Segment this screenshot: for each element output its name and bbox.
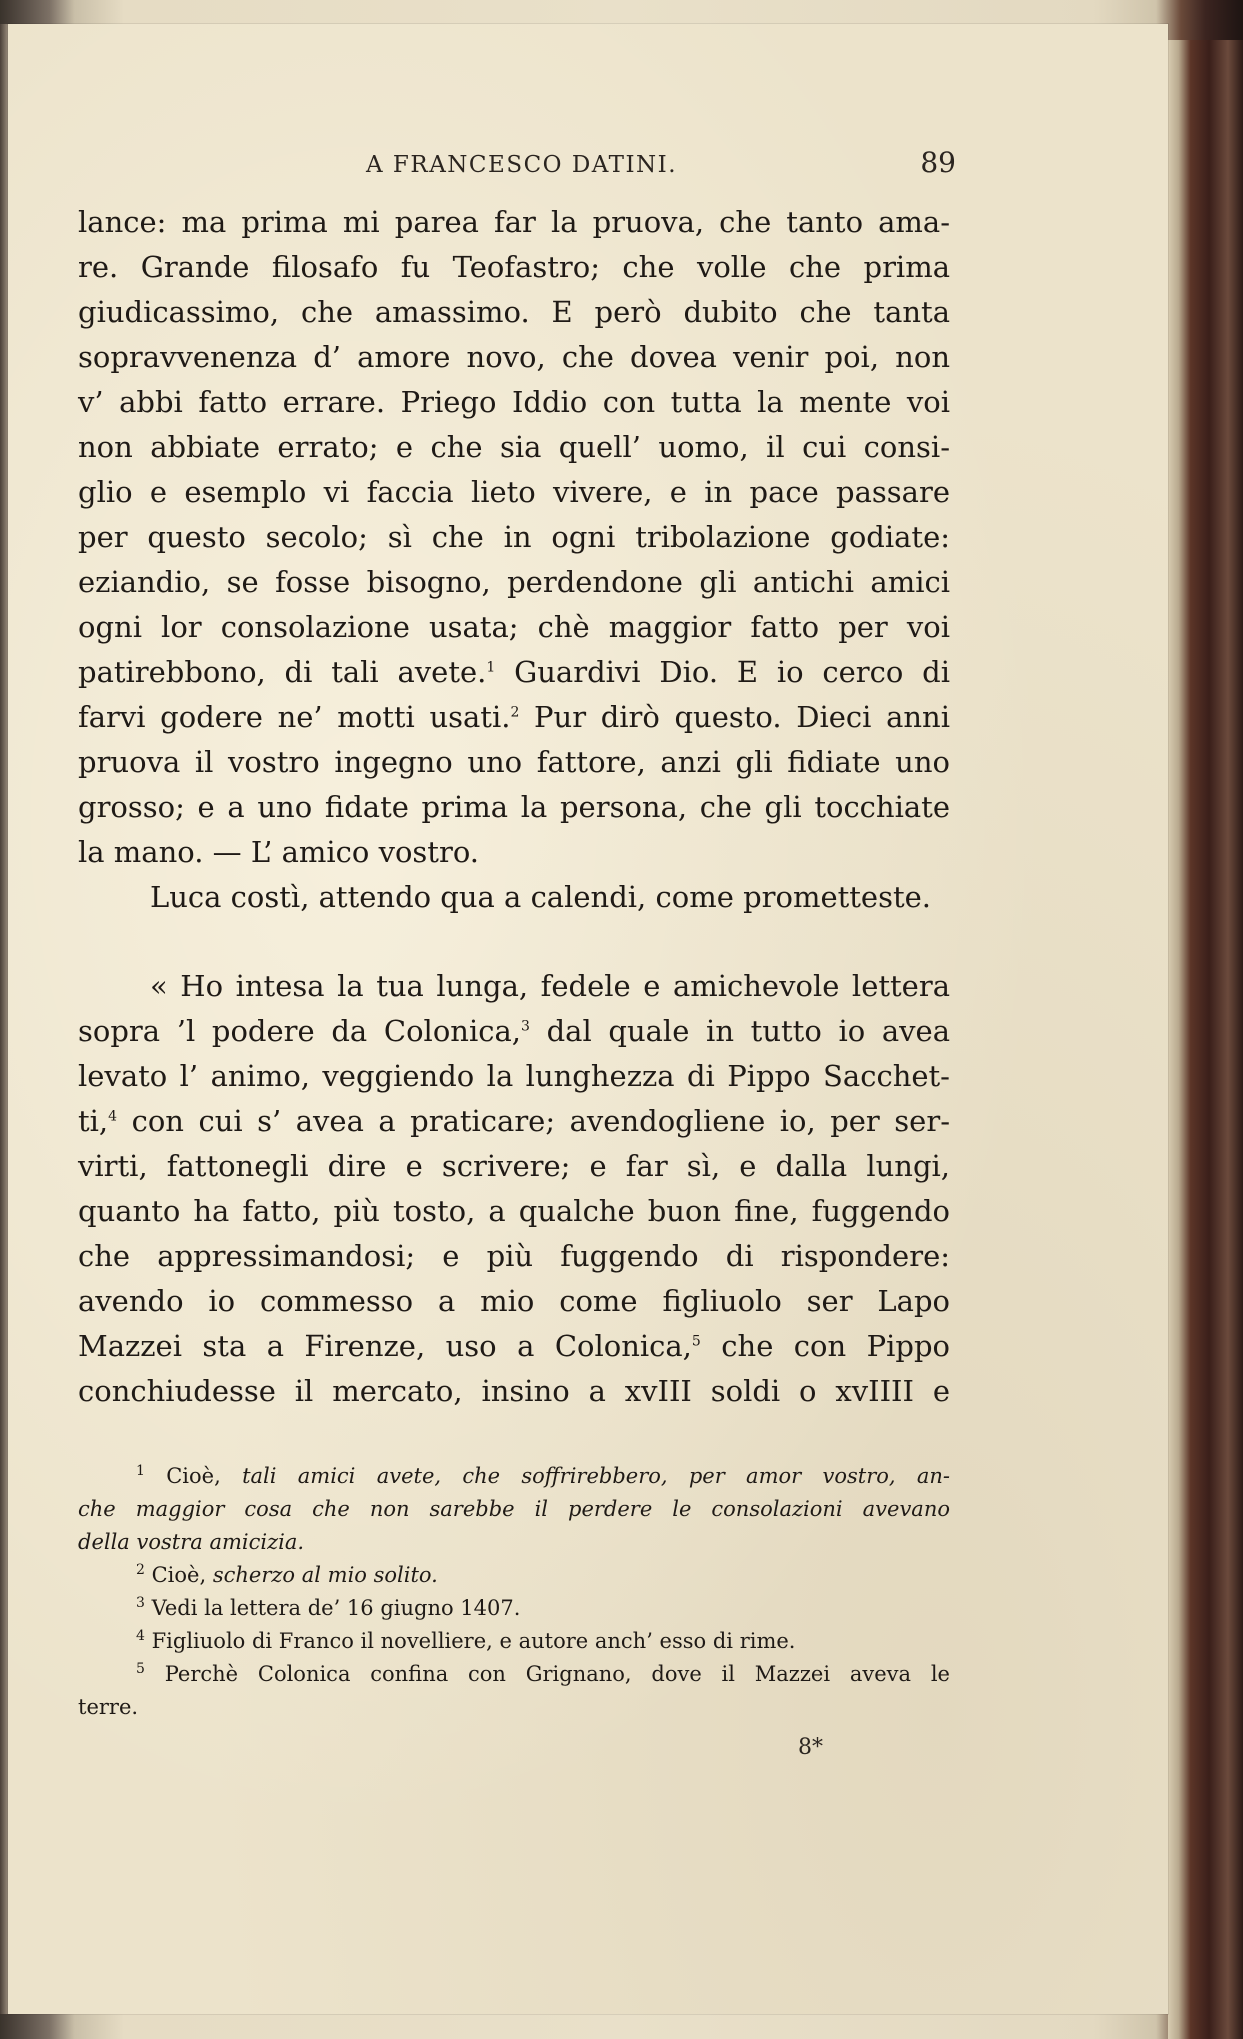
- text-segment: farvi godere ne’ motti usati.: [78, 700, 511, 734]
- text-line: [78, 650, 950, 695]
- text-line: giudicassimo, che amassimo. E però dubito che tanta: [78, 295, 950, 329]
- text-line: avendo io commesso a mio come figliuolo ser Lapo: [78, 1284, 950, 1318]
- text-line: per questo secolo; sì che in ogni tribolazione godiate:: [78, 520, 950, 554]
- text-line: Luca costì, attendo qua a calendi, come prometteste.: [150, 880, 932, 914]
- page-number: 89: [920, 146, 956, 179]
- note-reference: 2: [510, 704, 520, 721]
- footnote-marker: 4: [136, 1628, 145, 1644]
- text-segment: ti,: [78, 1104, 109, 1138]
- note-reference: 5: [691, 1333, 701, 1350]
- text-line: ogni lor consolazione usata; chè maggior fatto per voi: [78, 610, 950, 644]
- text-line: eziandio, se fosse bisogno, perdendone gli antichi amici: [78, 565, 950, 599]
- footnote-text: Cioè,: [166, 1464, 221, 1488]
- footnote-marker: 5: [136, 1661, 145, 1677]
- text-line: [78, 695, 950, 740]
- footnote-4: [78, 1625, 950, 1658]
- text-line: [78, 1099, 950, 1144]
- text-segment: sopra ’l podere da Colonica,: [78, 1014, 521, 1048]
- text-line: glio e esemplo vi faccia lieto vivere, e in pace passare: [78, 475, 950, 509]
- paragraph-gap: [78, 920, 950, 964]
- text-line: « Ho intesa la tua lunga, fedele e amichevole lettera: [150, 969, 950, 1003]
- text-line: conchiudesse il mercato, insino a xvIII soldi o xvIIII e: [78, 1374, 950, 1408]
- text-segment: dal quale in tutto io avea: [546, 1014, 950, 1048]
- text-segment: patirebbono, di tali avete.: [78, 655, 487, 689]
- letter-body: [78, 200, 950, 1414]
- text-line: lance: ma prima mi parea far la pruova, che tanto ama-: [78, 205, 950, 239]
- footnote-5-cont: [78, 1691, 950, 1724]
- footnote-5: [78, 1658, 950, 1691]
- footnote-text: Vedi la lettera de’ 16 giugno 1407.: [151, 1596, 521, 1620]
- page-header: [76, 146, 956, 186]
- footnote-3: [78, 1592, 950, 1625]
- footnote-text: della vostra amicizia.: [78, 1530, 305, 1554]
- footnote-1: [78, 1460, 950, 1493]
- footnote-text: scherzo al mio solito.: [212, 1563, 438, 1587]
- note-reference: 1: [486, 659, 496, 676]
- running-title: A FRANCESCO DATINI.: [366, 152, 678, 178]
- footnote-2: [78, 1559, 950, 1592]
- text-line: v’ abbi fatto errare. Priego Iddio con tutta la mente voi: [78, 385, 950, 419]
- footnote-1-cont: [78, 1493, 950, 1526]
- footnote-text: terre.: [78, 1695, 139, 1719]
- text-line: non abbiate errato; e che sia quell’ uomo, il cui consi-: [78, 430, 950, 464]
- text-line: grosso; e a uno fidate prima la persona, che gli tocchiate: [78, 790, 950, 824]
- footnote-text: Figliuolo di Franco il novelliere, e autore anch’ esso di rime.: [151, 1629, 796, 1653]
- text-line: la mano. — L’ amico vostro.: [78, 835, 479, 869]
- text-segment: che con Pippo: [721, 1329, 951, 1363]
- text-line: levato l’ animo, veggiendo la lunghezza di Pippo Sacchet-: [78, 1059, 950, 1093]
- text-line: [78, 1324, 950, 1369]
- footnote-text: Cioè,: [151, 1563, 207, 1587]
- text-line: che appressimandosi; e più fuggendo di rispondere:: [78, 1239, 950, 1273]
- footnote-marker: 3: [136, 1595, 145, 1611]
- footnote-1-cont: [78, 1526, 950, 1559]
- text-line: virti, fattonegli dire e scrivere; e far sì, e dalla lungi,: [78, 1149, 950, 1183]
- footnote-text: tali amici avete, che soffrirebbero, per amor vostro, an-: [242, 1464, 950, 1488]
- text-line: quanto ha fatto, più tosto, a qualche buon fine, fuggendo: [78, 1194, 950, 1228]
- book-spine: [1168, 40, 1243, 2039]
- note-reference: 3: [520, 1018, 530, 1035]
- footnote-text: Perchè Colonica confina con Grignano, dove il Mazzei aveva le: [164, 1662, 950, 1686]
- note-reference: 4: [108, 1108, 118, 1125]
- text-segment: Guardivi Dio. E io cerco di: [514, 655, 950, 689]
- text-line: re. Grande filosafo fu Teofastro; che volle che prima: [78, 250, 950, 284]
- footnote-marker: 1: [136, 1463, 145, 1479]
- footnote-marker: 2: [136, 1562, 145, 1578]
- footnotes: [78, 1460, 950, 1724]
- text-segment: con cui s’ avea a praticare; avendogliene io, per ser-: [131, 1104, 951, 1138]
- footnote-text: che maggior cosa che non sarebbe il perdere le consolazioni avevano: [78, 1497, 950, 1521]
- text-line: sopravvenenza d’ amore novo, che dovea venir poi, non: [78, 340, 950, 374]
- text-segment: Mazzei sta a Firenze, uso a Colonica,: [78, 1329, 692, 1363]
- signature-mark: 8*: [798, 1735, 823, 1760]
- text-segment: Pur dirò questo. Dieci anni: [534, 700, 950, 734]
- text-line: [78, 1009, 950, 1054]
- text-line: pruova il vostro ingegno uno fattore, anzi gli fidiate uno: [78, 745, 950, 779]
